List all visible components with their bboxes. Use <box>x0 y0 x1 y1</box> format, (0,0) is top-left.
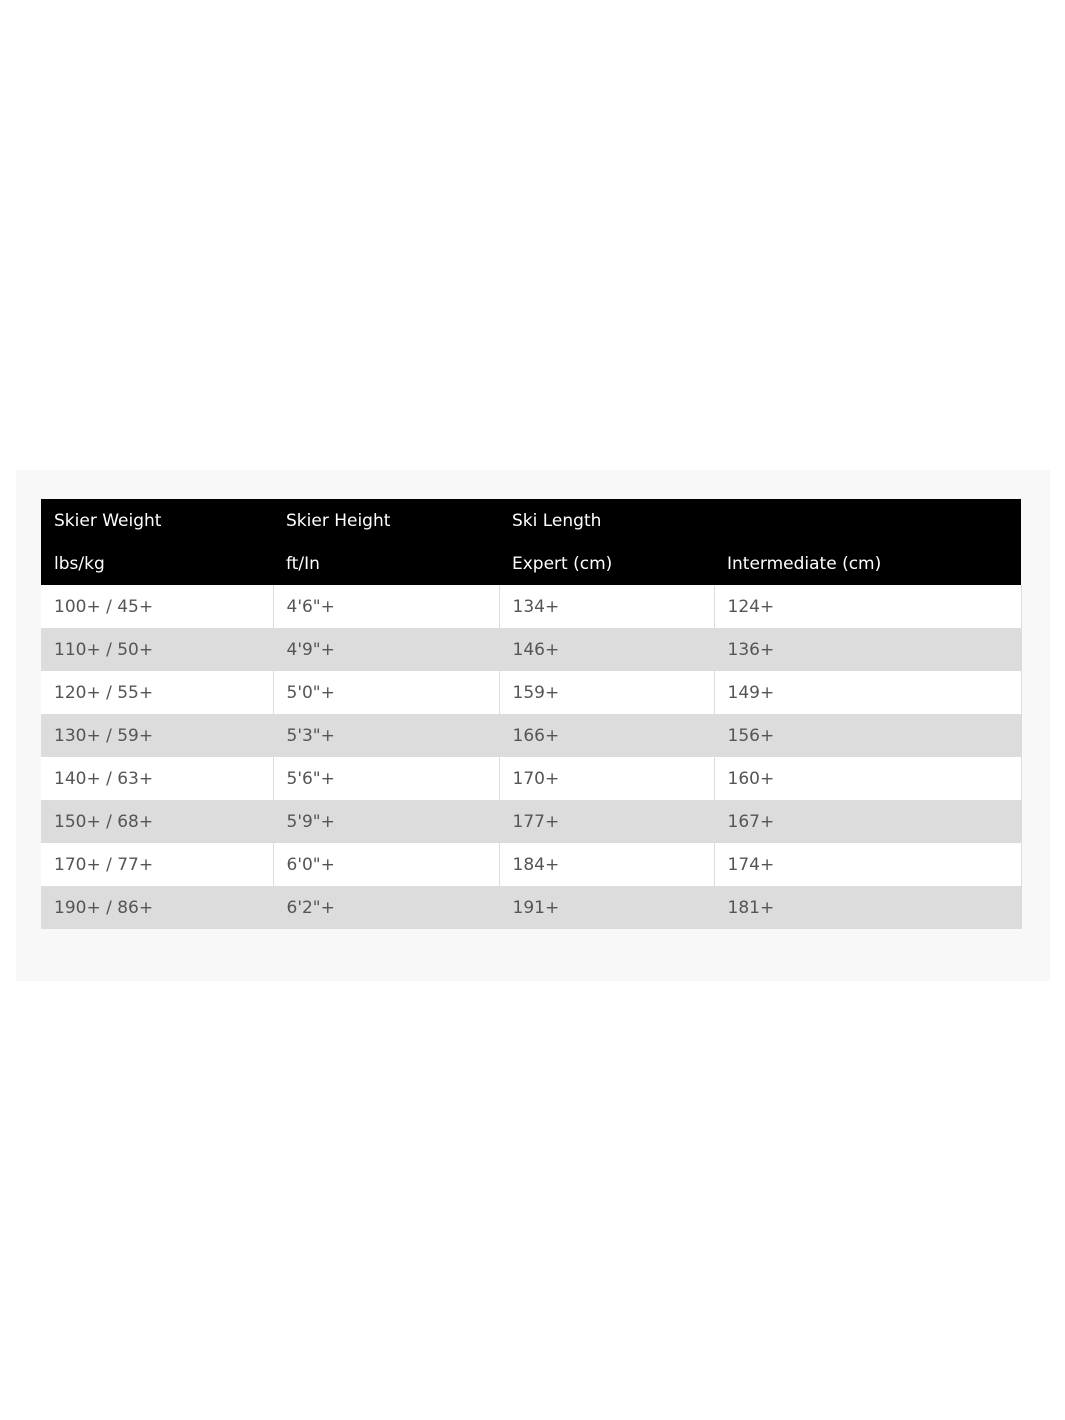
cell-expert-length: 146+ <box>499 628 714 671</box>
table-row <box>41 628 1021 671</box>
table-row <box>41 843 1021 886</box>
cell-expert-length: 134+ <box>499 585 714 628</box>
cell-weight: 130+ / 59+ <box>41 714 273 757</box>
cell-expert-length: 170+ <box>499 757 714 800</box>
cell-height: 5'3"+ <box>273 714 499 757</box>
header-expert-cm: Expert (cm) <box>499 543 714 585</box>
cell-expert-length: 184+ <box>499 843 714 886</box>
header-row-units <box>41 543 1021 585</box>
cell-intermediate-length: 136+ <box>714 628 1021 671</box>
table-row <box>41 800 1021 843</box>
cell-height: 6'0"+ <box>273 843 499 886</box>
cell-intermediate-length: 160+ <box>714 757 1021 800</box>
header-skier-weight: Skier Weight <box>41 499 273 543</box>
cell-weight: 190+ / 86+ <box>41 886 273 929</box>
header-intermediate-cm: Intermediate (cm) <box>714 543 1021 585</box>
table-header <box>41 499 1021 585</box>
cell-intermediate-length: 149+ <box>714 671 1021 714</box>
size-chart-panel <box>16 470 1050 981</box>
cell-height: 4'6"+ <box>273 585 499 628</box>
header-height-units: ft/In <box>273 543 499 585</box>
table-row <box>41 671 1021 714</box>
cell-height: 5'6"+ <box>273 757 499 800</box>
cell-expert-length: 159+ <box>499 671 714 714</box>
table-row <box>41 585 1021 628</box>
cell-intermediate-length: 156+ <box>714 714 1021 757</box>
cell-weight: 110+ / 50+ <box>41 628 273 671</box>
cell-weight: 120+ / 55+ <box>41 671 273 714</box>
cell-weight: 170+ / 77+ <box>41 843 273 886</box>
cell-intermediate-length: 124+ <box>714 585 1021 628</box>
cell-weight: 100+ / 45+ <box>41 585 273 628</box>
table-row <box>41 757 1021 800</box>
header-empty <box>714 499 1021 543</box>
header-row-titles <box>41 499 1021 543</box>
table-body <box>41 585 1021 929</box>
cell-intermediate-length: 174+ <box>714 843 1021 886</box>
cell-expert-length: 166+ <box>499 714 714 757</box>
cell-weight: 140+ / 63+ <box>41 757 273 800</box>
cell-intermediate-length: 167+ <box>714 800 1021 843</box>
header-ski-length: Ski Length <box>499 499 714 543</box>
table-row <box>41 886 1021 929</box>
cell-weight: 150+ / 68+ <box>41 800 273 843</box>
cell-height: 4'9"+ <box>273 628 499 671</box>
ski-size-chart-table <box>41 499 1022 929</box>
cell-expert-length: 191+ <box>499 886 714 929</box>
cell-intermediate-length: 181+ <box>714 886 1021 929</box>
cell-expert-length: 177+ <box>499 800 714 843</box>
header-skier-height: Skier Height <box>273 499 499 543</box>
cell-height: 6'2"+ <box>273 886 499 929</box>
cell-height: 5'0"+ <box>273 671 499 714</box>
table-row <box>41 714 1021 757</box>
cell-height: 5'9"+ <box>273 800 499 843</box>
header-weight-units: lbs/kg <box>41 543 273 585</box>
